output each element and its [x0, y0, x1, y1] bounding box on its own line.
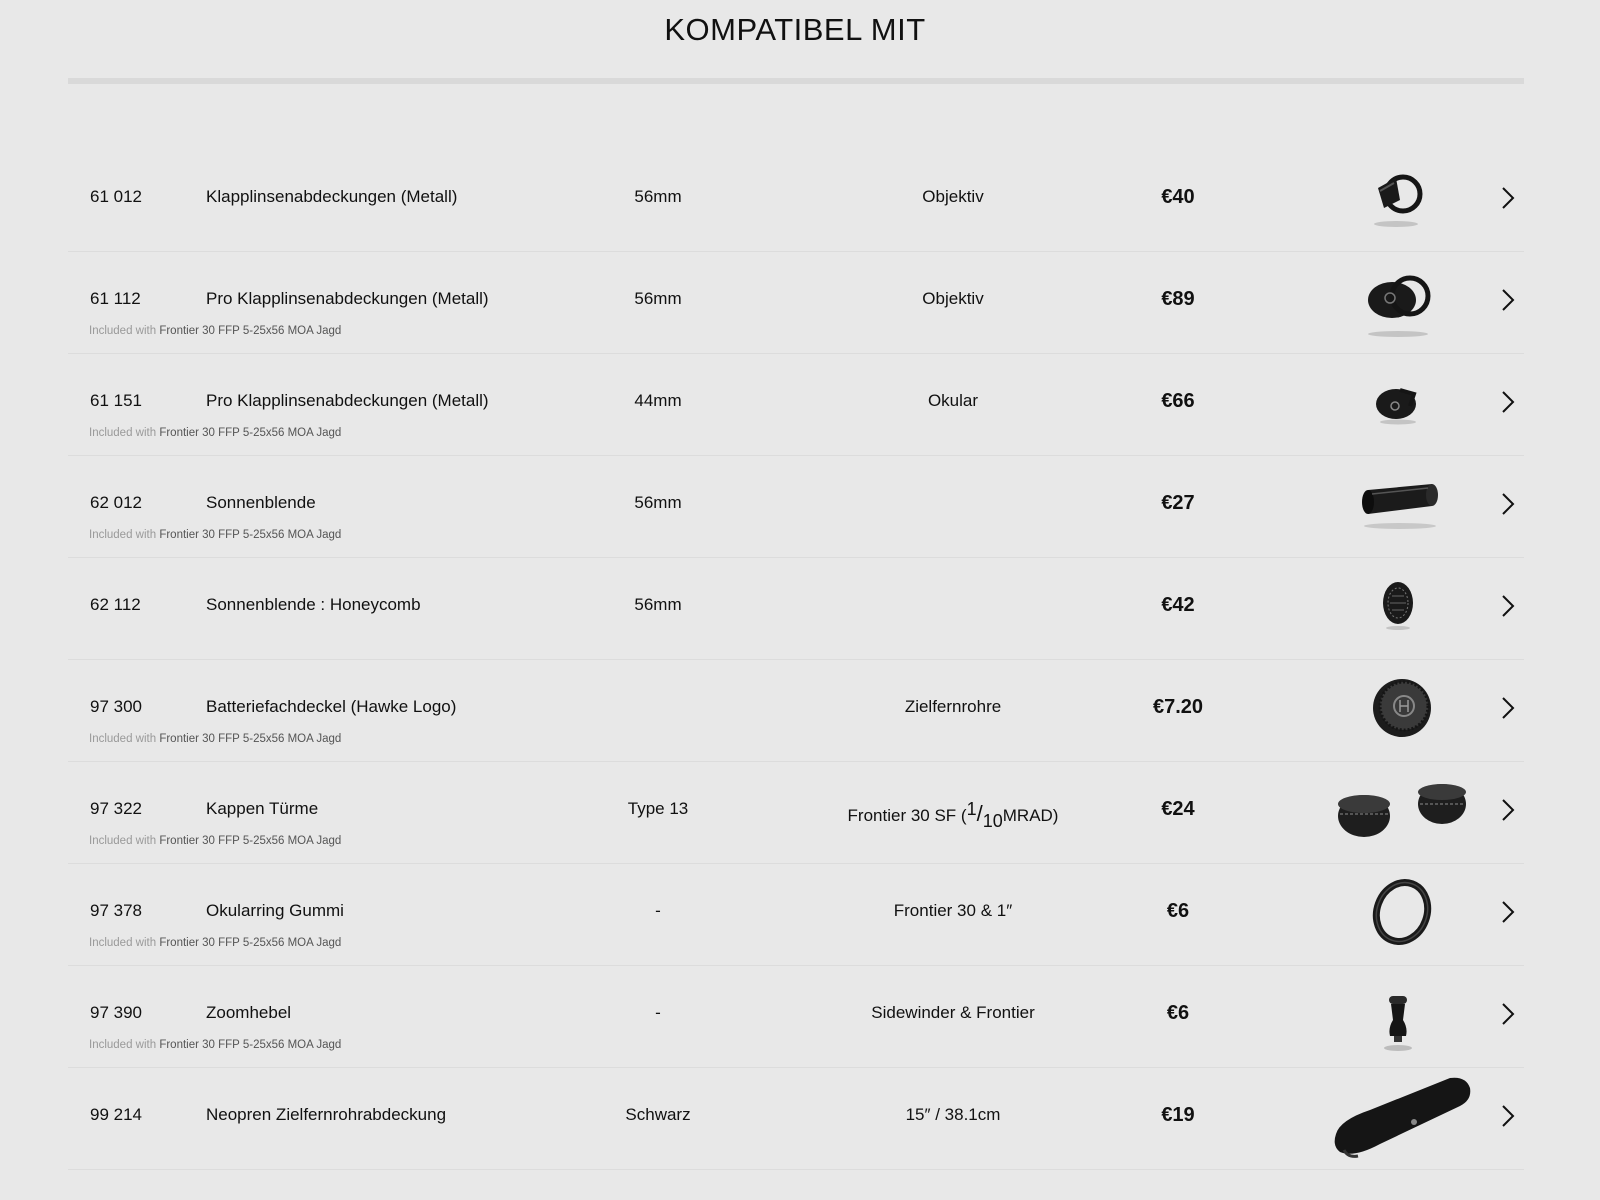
product-price: €66 [1161, 390, 1195, 412]
product-name: Zoomhebel [206, 1003, 292, 1022]
included-with-note: Included with Frontier 30 FFP 5-25x56 MOA Jagd [89, 325, 342, 337]
product-size: 56mm [634, 595, 682, 614]
included-with-note: Included with Frontier 30 FFP 5-25x56 MOA Jagd [89, 937, 342, 949]
product-price: €24 [1161, 798, 1195, 820]
neoprene-cover-icon[interactable] [1300, 1076, 1480, 1161]
table-row[interactable] [68, 762, 1524, 864]
product-code: 97 300 [90, 697, 142, 716]
product-compatibility: Frontier 30 SF $(^1/_{10}MRAD)$ [847, 799, 1059, 831]
chevron-right-icon[interactable] [1498, 286, 1518, 314]
product-size: - [655, 1003, 661, 1022]
product-code: 97 378 [90, 901, 142, 920]
turret-caps-icon[interactable] [1300, 770, 1480, 855]
product-name: Pro Klapplinsenabdeckungen (Metall) [206, 289, 489, 308]
table-row[interactable] [68, 456, 1524, 558]
product-name: Sonnenblende [206, 493, 316, 512]
product-code: 61 151 [90, 391, 142, 410]
product-price: €6 [1166, 900, 1190, 922]
chevron-right-icon[interactable] [1498, 388, 1518, 416]
table-row[interactable] [68, 558, 1524, 660]
product-size: - [655, 901, 661, 920]
product-price: €42 [1161, 594, 1195, 616]
product-name: Okularring Gummi [206, 901, 344, 920]
product-price: €7.20 [1152, 696, 1204, 718]
included-with-note: Included with Frontier 30 FFP 5-25x56 MOA Jagd [89, 835, 342, 847]
product-name: Sonnenblende : Honeycomb [206, 595, 421, 614]
product-size: 44mm [634, 391, 682, 410]
table-row[interactable] [68, 252, 1524, 354]
product-price: €40 [1161, 186, 1195, 208]
pro-flip-cap-icon[interactable] [1300, 260, 1480, 345]
product-code: 99 214 [90, 1105, 142, 1124]
table-row[interactable] [68, 354, 1524, 456]
rubber-ring-icon[interactable] [1300, 872, 1480, 957]
product-price: €27 [1161, 492, 1195, 514]
zoom-lever-icon[interactable] [1300, 974, 1480, 1059]
product-compatibility: Frontier 30 & 1″ [893, 901, 1013, 920]
included-with-note: Included with Frontier 30 FFP 5-25x56 MOA Jagd [89, 1039, 342, 1051]
product-code: 61 012 [90, 187, 142, 206]
product-size: 56mm [634, 187, 682, 206]
chevron-right-icon[interactable] [1498, 1102, 1518, 1130]
battery-cap-icon[interactable] [1300, 668, 1480, 753]
product-code: 97 322 [90, 799, 142, 818]
product-compatibility: Okular [927, 391, 979, 410]
product-compatibility: Objektiv [922, 187, 984, 206]
section-title: KOMPATIBEL MIT [664, 12, 926, 47]
chevron-right-icon[interactable] [1498, 184, 1518, 212]
product-size: Schwarz [625, 1105, 691, 1124]
product-compatibility: Sidewinder & Frontier [871, 1003, 1035, 1022]
accessories-table [68, 150, 1524, 1170]
chevron-right-icon[interactable] [1498, 898, 1518, 926]
product-compatibility: Objektiv [922, 289, 984, 308]
product-name: Neopren Zielfernrohrabdeckung [206, 1105, 447, 1124]
table-row[interactable] [68, 660, 1524, 762]
product-price: €89 [1161, 288, 1195, 310]
chevron-right-icon[interactable] [1498, 1000, 1518, 1028]
included-with-note: Included with Frontier 30 FFP 5-25x56 MOA Jagd [89, 529, 342, 541]
product-compatibility: 15″ / 38.1cm [905, 1105, 1001, 1124]
table-row[interactable] [68, 864, 1524, 966]
table-row[interactable] [68, 150, 1524, 252]
product-compatibility: Zielfernrohre [904, 697, 1002, 716]
eyepiece-cap-icon[interactable] [1300, 362, 1480, 447]
chevron-right-icon[interactable] [1498, 796, 1518, 824]
product-size: Type 13 [627, 799, 689, 818]
product-code: 62 112 [90, 595, 141, 614]
sunshade-icon[interactable] [1300, 464, 1480, 549]
product-code: 62 012 [90, 493, 142, 512]
chevron-right-icon[interactable] [1498, 490, 1518, 518]
chevron-right-icon[interactable] [1498, 694, 1518, 722]
table-row[interactable] [68, 1068, 1524, 1170]
table-row[interactable] [68, 966, 1524, 1068]
product-name: Pro Klapplinsenabdeckungen (Metall) [206, 391, 489, 410]
product-name: Batteriefachdeckel (Hawke Logo) [206, 697, 457, 716]
product-name: Klapplinsenabdeckungen (Metall) [206, 187, 458, 206]
product-code: 97 390 [90, 1003, 142, 1022]
product-price: €19 [1161, 1104, 1195, 1126]
included-with-note: Included with Frontier 30 FFP 5-25x56 MOA Jagd [89, 733, 342, 745]
honeycomb-icon[interactable] [1300, 566, 1480, 651]
product-size: 56mm [634, 493, 682, 512]
product-size: 56mm [634, 289, 682, 308]
title-divider [68, 78, 1524, 84]
chevron-right-icon[interactable] [1498, 592, 1518, 620]
product-price: €6 [1166, 1002, 1190, 1024]
product-name: Kappen Türme [206, 799, 319, 818]
flip-cap-icon[interactable] [1300, 158, 1480, 243]
product-code: 61 112 [90, 289, 141, 308]
included-with-note: Included with Frontier 30 FFP 5-25x56 MOA Jagd [89, 427, 342, 439]
